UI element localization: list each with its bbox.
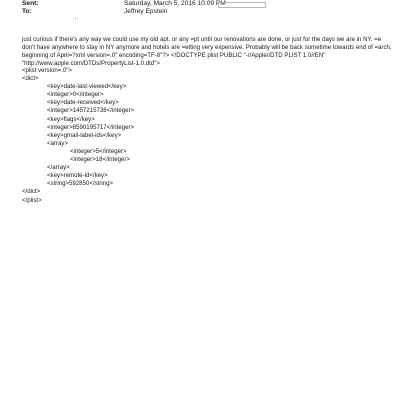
- sent-label: Sent:: [22, 0, 39, 7]
- plist-line: <key>gmail-label-ids</key>: [47, 131, 122, 139]
- to-value: Jeffrey Epstein: [124, 8, 168, 15]
- plist-line: </array>: [47, 164, 70, 172]
- message-body: [22, 36, 392, 68]
- sent-value: Saturday, March 5, 2016 10:09 PM: [124, 0, 226, 7]
- redaction-box: [218, 2, 266, 8]
- plist-line: <key>remote-id</key>: [47, 172, 108, 180]
- plist-line: <integer>1457215738</integer>: [47, 107, 135, 115]
- plist-line: </plist>: [22, 196, 42, 204]
- plist-line: </dict>: [22, 188, 41, 196]
- plist-line: <plist version=.0">: [22, 67, 73, 74]
- plist-line: <key>date-received</key>: [47, 99, 119, 107]
- plist-line: <array>: [47, 139, 69, 147]
- plist-line: <integer>5</integer>: [70, 147, 127, 155]
- plist-line: <string>592850</string>: [47, 180, 114, 188]
- scan-speck: [75, 18, 76, 19]
- plist-line: <key>flags</key>: [47, 115, 95, 123]
- plist-line: <integer>0</integer>: [47, 91, 104, 99]
- body-paragraph: just curious if there's any way we could use my old apt. or any =pt until our renovations are done, or just for the days we are in NY. =e don't have anywhere to stay in NY anymore and hotels are =etting very expensive. Probably will be back sometime towards end of =arch, beginning of April=?xml version=.0" encoding=TF-8"?> <!DOCTYPE plist PUBLIC "-//Apple//DTD PLIST 1.0//EN" "http://www.apple.com/DTDs/PropertyList-1.0.dtd">: [22, 36, 392, 68]
- plist-line: <integer>8590195717</integer>: [47, 123, 135, 131]
- plist-line: <integer>18</integer>: [70, 156, 130, 164]
- plist-block: [22, 67, 382, 205]
- to-label: To:: [22, 8, 32, 15]
- plist-line: <key>date-last-viewed</key>: [47, 83, 127, 91]
- plist-line: <dict>: [22, 75, 39, 83]
